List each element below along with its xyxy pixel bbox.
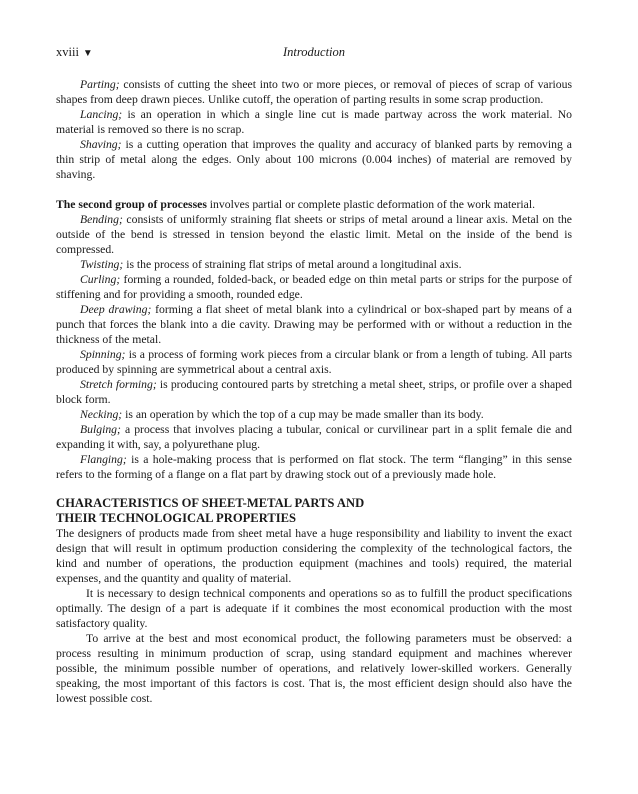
term: Shaving; (80, 138, 122, 151)
definition-text: is an operation by which the top of a cup may be made smaller than its body. (122, 408, 484, 421)
definition-necking (56, 407, 572, 422)
section-paragraph: It is necessary to design technical components and operations so as to fulfill the product specifications optimally. The design of a part is adequate if it combines the most economical production with the most satisfactory quality. (56, 587, 572, 630)
term: Lancing; (80, 108, 123, 121)
term: Flanging; (80, 453, 127, 466)
definition-text: is producing contoured parts by stretching a metal sheet, strips, or profile over a shaped block form. (56, 378, 573, 406)
definition-text: forming a rounded, folded-back, or beaded edge on thin metal parts or strips for the purpose of stiffening and for providing a smooth, rounded edge. (56, 273, 572, 301)
section-heading-line-1: CHARACTERISTICS OF SHEET-METAL PARTS AND (56, 496, 365, 510)
document-page (56, 45, 572, 706)
term: Parting; (80, 78, 120, 91)
definition-flanging (56, 452, 572, 482)
definition-text: consists of cutting the sheet into two or more pieces, or removal of pieces of scrap of various shapes from deep drawn pieces. Unlike cutoff, the operation of parting results in some scrap production. (56, 78, 572, 106)
term: Curling; (80, 273, 121, 286)
definition-text: is an operation in which a single line cut is made partway across the work material. No material is removed so there is no scrap. (56, 108, 572, 136)
definition-text: is a cutting operation that improves the quality and accuracy of blanked parts by removing a thin strip of metal along the edges. Only about 100 microns (0.004 inches) of material are removed by shaving. (56, 138, 572, 181)
definition-bending (56, 212, 572, 257)
down-triangle-icon: ▼ (82, 48, 93, 59)
group-lead: The second group of processes (56, 198, 207, 211)
term: Bending; (80, 213, 123, 226)
section-heading-line-2: THEIR TECHNOLOGICAL PROPERTIES (56, 511, 297, 525)
definition-text: is a hole-making process that is performed on flat stock. The term “flanging” in this sense refers to the forming of a flange on a flat part by drawing stock out of a previously made hole. (56, 453, 572, 481)
definition-spinning (56, 347, 572, 377)
definition-twisting (56, 257, 572, 272)
section-paragraph: The designers of products made from sheet metal have a huge responsibility and liability to invent the exact design that will result in optimum production considering the complexity of the technological factors, the kind and number of operations, the production equipment (machines and tools) required, the material expenses, and the quantity and quality of material. (56, 527, 572, 585)
body-text (56, 77, 572, 706)
term: Stretch forming; (80, 378, 157, 391)
term: Spinning; (80, 348, 126, 361)
definition-text: is the process of straining flat strips of metal around a longitudinal axis. (123, 258, 462, 271)
term: Bulging; (80, 423, 121, 436)
definition-parting (56, 77, 572, 107)
group-two-intro (56, 197, 572, 212)
running-title: Introduction (282, 45, 346, 59)
definition-text: forming a flat sheet of metal blank into a cylindrical or box-shaped part by means of a punch that forces the blank into a die cavity. Drawing may be performed with or without a reduction in the thickness of the metal. (56, 303, 572, 346)
definition-shaving (56, 137, 572, 182)
section-heading (56, 496, 572, 526)
section-paragraph: To arrive at the best and most economical product, the following parameters must be observed: a process resulting in minimum production of scrap, using standard equipment and machines wherever possible, the minimum possible number of operations, and relatively lower-skilled workers. Generally speaking, the most important of this factors is cost. That is, the most efficient design should also have the lowest possible cost. (56, 632, 572, 705)
term: Twisting; (80, 258, 124, 271)
page-header (56, 45, 572, 65)
definition-text: a process that involves placing a tubular, conical or curvilinear part in a split female die and expanding it with, say, a polyurethane plug. (56, 423, 572, 451)
definition-lancing (56, 107, 572, 137)
definition-text: is a process of forming work pieces from a circular blank or from a length of tubing. All parts produced by spinning are symmetrical about a central axis. (56, 348, 572, 376)
definition-deep-drawing (56, 302, 572, 347)
definition-curling (56, 272, 572, 302)
term: Deep drawing; (80, 303, 152, 316)
definition-text: consists of uniformly straining flat sheets or strips of metal around a linear axis. Metal on the outside of the bend is stressed in tension beyond the elastic limit. Metal on the inside of the bend is compressed. (56, 213, 572, 256)
term: Necking; (80, 408, 123, 421)
definition-stretch-forming (56, 377, 572, 407)
page-number-text: xviii (56, 45, 79, 59)
group-intro-text: involves partial or complete plastic deformation of the work material. (206, 198, 535, 211)
definition-bulging (56, 422, 572, 452)
